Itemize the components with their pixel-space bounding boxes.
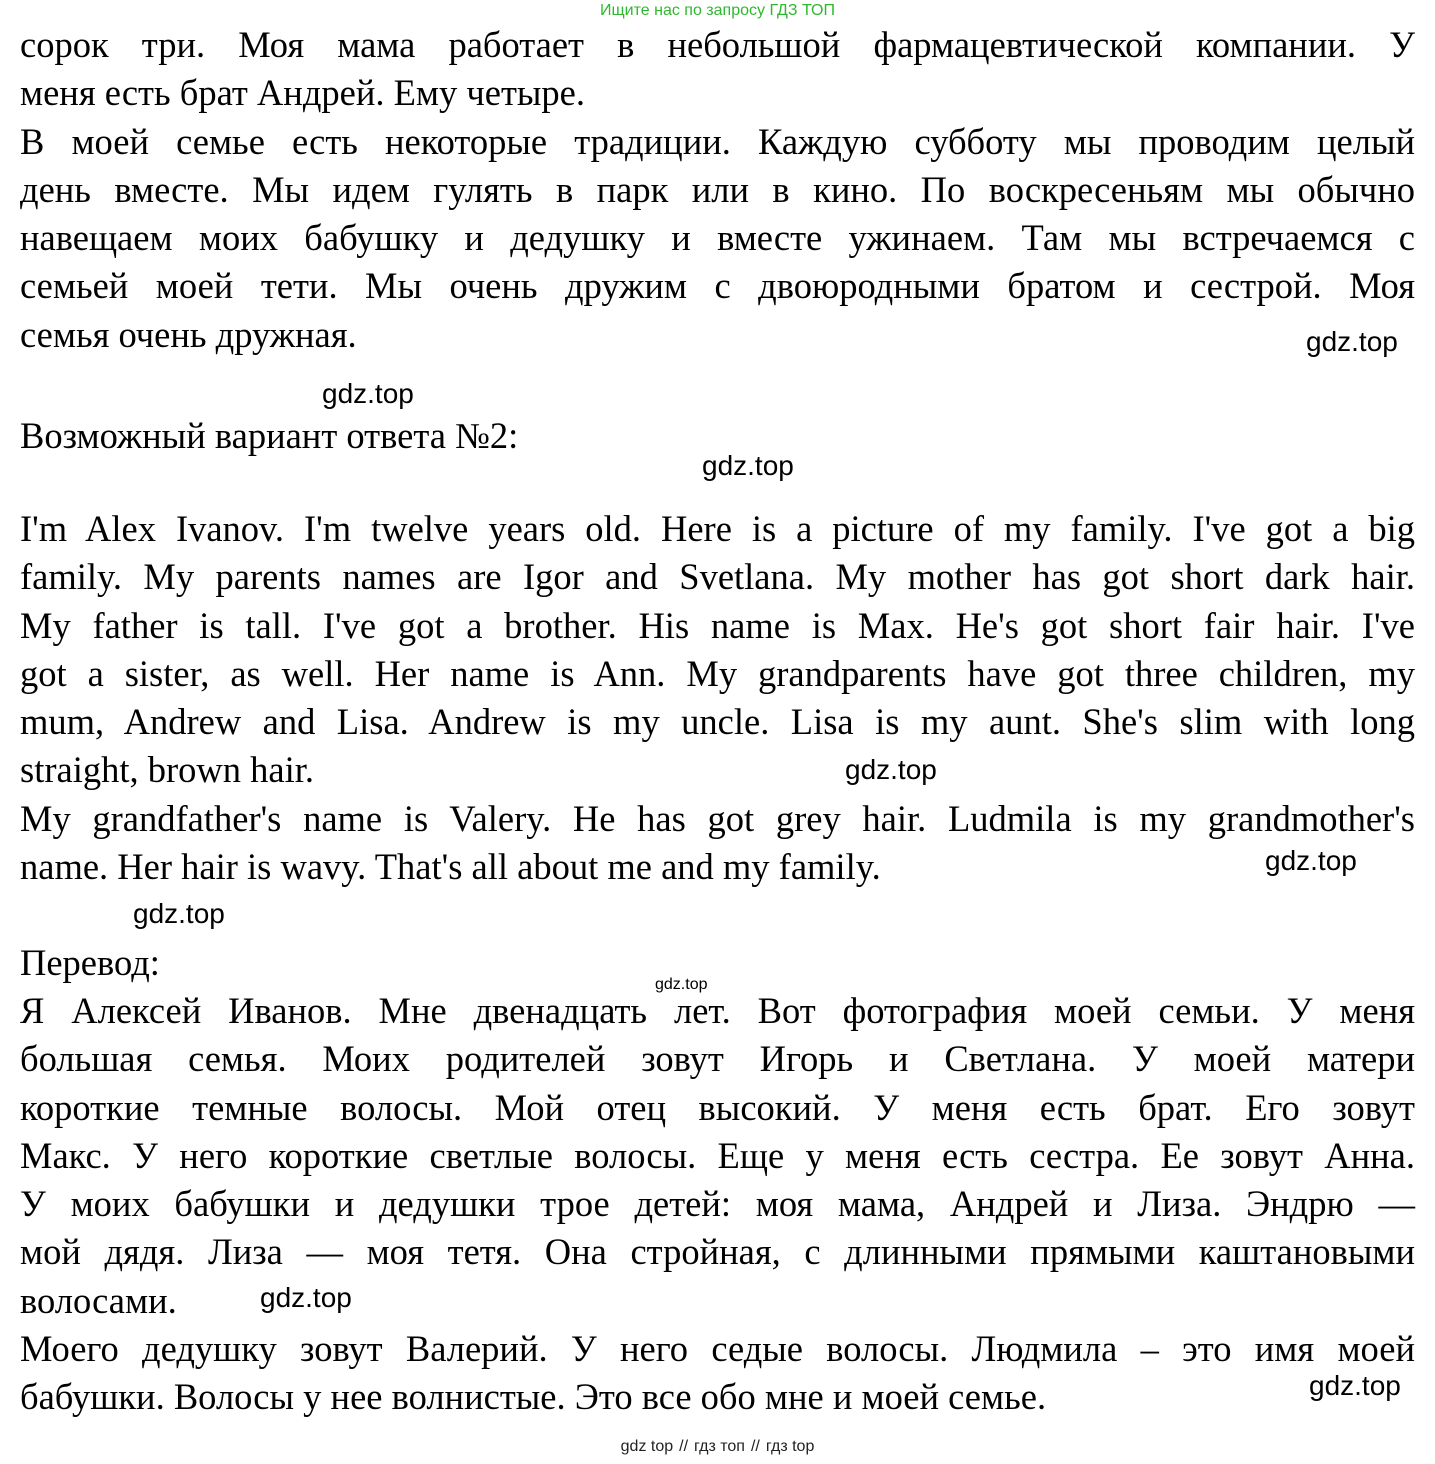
watermark: gdz.top bbox=[702, 450, 794, 481]
watermark: gdz.top bbox=[1309, 1370, 1401, 1401]
text-line: I'm Alex Ivanov. I'm twelve years old. Here is a picture of my family. I've got a big bbox=[20, 508, 1415, 549]
watermark: gdz.top bbox=[845, 754, 937, 785]
watermark: gdz.top bbox=[1306, 326, 1398, 357]
text-line: большая семья. Моих родителей зовут Игорь и Светлана. У моей матери bbox=[20, 1038, 1415, 1080]
translation-heading bbox=[20, 939, 1415, 987]
text-line: My grandfather's name is Valery. He has got grey hair. Ludmila is my grandmother's bbox=[20, 797, 1415, 839]
heading-text: Возможный вариант ответа №2: bbox=[20, 415, 519, 456]
watermark: gdz.top bbox=[133, 898, 225, 929]
text-line: бабушки. Волосы у нее волнистые. Это все обо мне и моей семье. bbox=[20, 1376, 1047, 1418]
text-line: семья очень дружная. bbox=[20, 313, 357, 355]
text-line: straight, brown hair. bbox=[20, 749, 314, 791]
footer-item: gdz top bbox=[620, 1438, 674, 1455]
text-line: семьей моей тети. Мы очень дружим с двоюродными братом и сестрой. Моя bbox=[20, 265, 1415, 307]
text-line: волосами. bbox=[20, 1279, 177, 1321]
footer-item: гдз топ bbox=[694, 1438, 745, 1455]
text-line: навещаем моих бабушку и дедушку и вместе ужинаем. Там мы встречаемся с bbox=[20, 217, 1415, 259]
text-line: меня есть брат Андрей. Ему четыре. bbox=[20, 72, 586, 114]
footer-item: гдз top bbox=[765, 1438, 815, 1455]
footer-separator: // bbox=[750, 1438, 760, 1455]
watermark: gdz.top bbox=[260, 1282, 352, 1313]
footer-separator: // bbox=[679, 1438, 689, 1455]
text-line: family. My parents names are Igor and Svetlana. My mother has got short dark hair. bbox=[20, 556, 1415, 598]
text-line: mum, Andrew and Lisa. Andrew is my uncle. Lisa is my aunt. She's slim with long bbox=[20, 701, 1415, 743]
text-line: got a sister, as well. Her name is Ann. My grandparents have got three children, my bbox=[20, 652, 1415, 694]
heading-text: Перевод: bbox=[20, 942, 160, 983]
watermark: gdz.top bbox=[1265, 845, 1357, 876]
footer bbox=[0, 1438, 1435, 1456]
top-search-banner: Ищите нас по запросу ГДЗ ТОП bbox=[600, 2, 835, 19]
text-line: день вместе. Мы идем гулять в парк или в кино. По воскресеньям мы обычно bbox=[20, 168, 1415, 210]
translation-paragraph bbox=[20, 987, 1415, 1422]
watermark: gdz.top bbox=[322, 378, 414, 409]
text-line: name. Her hair is wavy. That's all about me and my family. bbox=[20, 846, 881, 888]
russian-story-paragraph bbox=[20, 21, 1415, 359]
text-line: У моих бабушки и дедушки трое детей: моя мама, Андрей и Лиза. Эндрю — bbox=[20, 1183, 1415, 1225]
english-answer-paragraph bbox=[20, 505, 1415, 891]
text-line: сорок три. Моя мама работает в небольшой фармацевтической компании. У bbox=[20, 24, 1415, 65]
text-line: короткие темные волосы. Мой отец высокий. У меня есть брат. Его зовут bbox=[20, 1086, 1415, 1128]
text-line: Я Алексей Иванов. Мне двенадцать лет. Вот фотография моей семьи. У меня bbox=[20, 990, 1415, 1031]
text-line: Макс. У него короткие светлые волосы. Еще у меня есть сестра. Ее зовут Анна. bbox=[20, 1134, 1415, 1176]
text-line: мой дядя. Лиза — моя тетя. Она стройная, с длинными прямыми каштановыми bbox=[20, 1231, 1415, 1273]
text-line: My father is tall. I've got a brother. His name is Max. He's got short fair hair. I've bbox=[20, 604, 1415, 646]
text-line: В моей семье есть некоторые традиции. Каждую субботу мы проводим целый bbox=[20, 120, 1415, 162]
text-line: Моего дедушку зовут Валерий. У него седые волосы. Людмила – это имя моей bbox=[20, 1328, 1415, 1370]
watermark: gdz.top bbox=[655, 976, 708, 993]
